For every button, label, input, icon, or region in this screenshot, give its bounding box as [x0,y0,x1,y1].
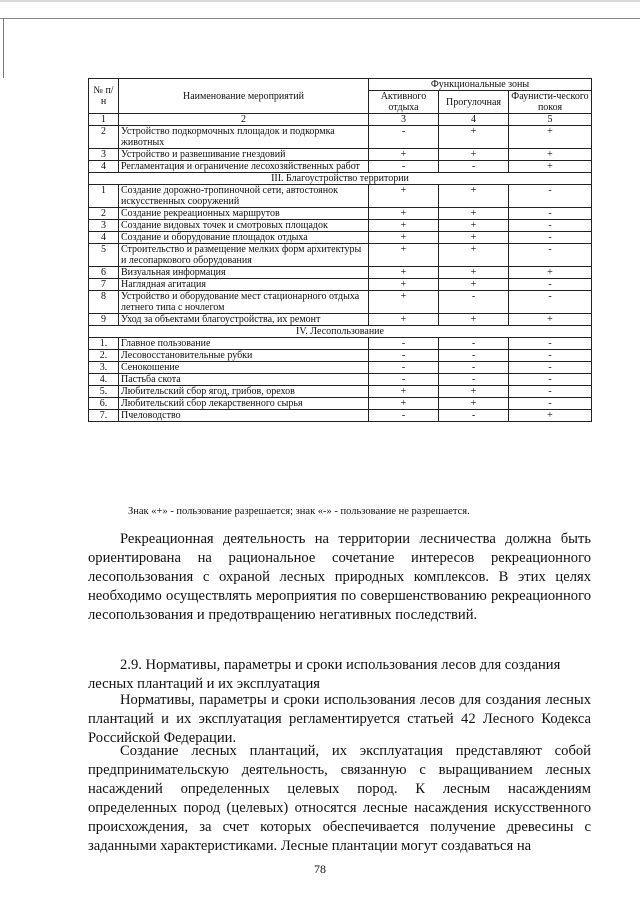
row-walk: + [439,126,509,149]
table-row [89,362,592,374]
row-name: Устройство и оборудование мест стационарного отдыха летнего типа с ночлегом [119,291,369,314]
row-walk: + [439,244,509,267]
row-num: 4. [89,374,119,386]
table-row [89,279,592,291]
index-row [89,114,592,126]
section-row [89,326,592,338]
section-heading-2-9: 2.9. Нормативы, параметры и сроки использования лесов для создания лесных плантаций и их эксплуатация [88,657,561,692]
row-walk: - [439,350,509,362]
row-fauna: - [509,362,592,374]
row-active: - [369,410,439,422]
table-row [89,126,592,149]
row-fauna: + [509,126,592,149]
zone-active-header: Активного отдыха [369,91,439,114]
row-walk: + [439,220,509,232]
table-row [89,386,592,398]
table-row [89,149,592,161]
row-active: - [369,338,439,350]
measures-table [88,78,592,422]
row-fauna: - [509,338,592,350]
zones-header: Функциональные зоны [369,79,592,91]
section-title: IV. Лесопользование [89,326,592,338]
table-row [89,220,592,232]
row-active: + [369,386,439,398]
row-name: Устройство подкормочных площадок и подкормка животных [119,126,369,149]
row-num: 1. [89,338,119,350]
row-num: 3 [89,220,119,232]
row-active: - [369,161,439,173]
row-fauna: + [509,161,592,173]
row-walk: + [439,232,509,244]
row-active: + [369,267,439,279]
table-row [89,208,592,220]
row-fauna: - [509,374,592,386]
index-cell: 2 [119,114,369,126]
row-num: 8 [89,291,119,314]
zone-walk-header: Прогулочная [439,91,509,114]
row-fauna: - [509,185,592,208]
row-walk: + [439,279,509,291]
row-walk: - [439,362,509,374]
row-fauna: - [509,398,592,410]
scan-left-line [3,18,4,78]
row-name: Сенокошение [119,362,369,374]
row-active: - [369,350,439,362]
row-fauna: - [509,386,592,398]
row-active: + [369,291,439,314]
row-walk: + [439,398,509,410]
row-walk: - [439,291,509,314]
row-walk: + [439,386,509,398]
row-active: + [369,208,439,220]
table-row [89,161,592,173]
row-num: 2 [89,208,119,220]
row-fauna: - [509,350,592,362]
col-name-header: Наименование мероприятий [119,79,369,114]
scan-edge [0,0,640,2]
row-walk: + [439,208,509,220]
row-name: Строительство и размещение мелких форм архитектуры и лесопаркового оборудования [119,244,369,267]
row-active: + [369,314,439,326]
row-fauna: + [509,410,592,422]
row-name: Пчеловодство [119,410,369,422]
row-walk: - [439,161,509,173]
row-active: + [369,220,439,232]
page-number: 78 [314,862,326,876]
row-fauna: - [509,232,592,244]
section-row [89,173,592,185]
section-title: III. Благоустройство территории [89,173,592,185]
table-row [89,350,592,362]
row-num: 5 [89,244,119,267]
row-walk: - [439,374,509,386]
row-active: + [369,232,439,244]
table-row [89,267,592,279]
row-num: 6 [89,267,119,279]
table-row [89,398,592,410]
row-name: Уход за объектами благоустройства, их ремонт [119,314,369,326]
zone-fauna-header: Фаунисти-ческого покоя [509,91,592,114]
table-row [89,338,592,350]
row-num: 6. [89,398,119,410]
row-num: 7 [89,279,119,291]
row-num: 3. [89,362,119,374]
row-fauna: - [509,291,592,314]
row-fauna: - [509,244,592,267]
row-walk: - [439,410,509,422]
row-active: - [369,362,439,374]
row-num: 9 [89,314,119,326]
row-walk: + [439,185,509,208]
row-walk: + [439,314,509,326]
table-header-row [89,79,592,91]
index-cell: 4 [439,114,509,126]
row-fauna: - [509,279,592,291]
row-name: Создание дорожно-тропиночной сети, автостоянок искусственных сооружений [119,185,369,208]
row-name: Наглядная агитация [119,279,369,291]
row-active: - [369,374,439,386]
table-row [89,374,592,386]
row-name: Любительский сбор ягод, грибов, орехов [119,386,369,398]
row-walk: + [439,267,509,279]
index-cell: 3 [369,114,439,126]
row-name: Главное пользование [119,338,369,350]
table-row [89,232,592,244]
row-active: + [369,279,439,291]
row-name: Создание рекреационных маршрутов [119,208,369,220]
row-active: + [369,244,439,267]
row-fauna: + [509,314,592,326]
table-row [89,314,592,326]
row-num: 2. [89,350,119,362]
table-row [89,185,592,208]
paragraph-plantations: Создание лесных плантаций, их эксплуатация представляют собой предпринимательскую деятельность, связанную с выращиванием лесных насаждений определенных целевых пород. К лесным насаждениям определенных пород (целевых) относятся лесные насаждения искусственного происхождения, за счет которых обеспечивается получение древесины с заданными характеристиками. Лесные плантации могут создаваться на [88,743,591,854]
row-fauna: - [509,208,592,220]
row-num: 7. [89,410,119,422]
row-num: 4 [89,232,119,244]
row-name: Создание видовых точек и смотровых площадок [119,220,369,232]
row-active: + [369,398,439,410]
row-num: 5. [89,386,119,398]
row-name: Лесовосстановительные рубки [119,350,369,362]
row-num: 1 [89,185,119,208]
row-num: 2 [89,126,119,149]
row-num: 3 [89,149,119,161]
table-row [89,291,592,314]
row-active: + [369,149,439,161]
table-row [89,244,592,267]
paragraph-norms: Нормативы, параметры и сроки использования лесов для создания лесных плантаций и их эксплуатация регламентируется статьей 42 Лесного Кодекса Российской Федерации. [88,692,591,746]
index-cell: 1 [89,114,119,126]
row-name: Устройство и развешивание гнездовий [119,149,369,161]
row-name: Создание и оборудование площадок отдыха [119,232,369,244]
row-num: 4 [89,161,119,173]
row-walk: + [439,149,509,161]
row-fauna: + [509,149,592,161]
row-fauna: + [509,267,592,279]
row-active: + [369,185,439,208]
row-name: Визуальная информация [119,267,369,279]
row-active: - [369,126,439,149]
row-name: Любительский сбор лекарственного сырья [119,398,369,410]
col-num-header: № п/н [89,79,119,114]
row-walk: - [439,338,509,350]
row-name: Пастьба скота [119,374,369,386]
scan-top-line [0,18,640,19]
row-fauna: - [509,220,592,232]
row-name: Регламентация и ограничение лесохозяйственных работ [119,161,369,173]
table-row [89,410,592,422]
table-legend-note: Знак «+» - пользование разрешается; знак «-» - пользование не разрешается. [128,506,470,517]
paragraph-recreation: Рекреационная деятельность на территории лесничества должна быть ориентирована на рациональное сочетание интересов рекреационного лесопользования с охраной лесных природных комплексов. В этих целях необходимо осуществлять мероприятия по совершенствованию рекреационного лесопользования и предотвращению негативных последствий. [88,531,591,623]
index-cell: 5 [509,114,592,126]
